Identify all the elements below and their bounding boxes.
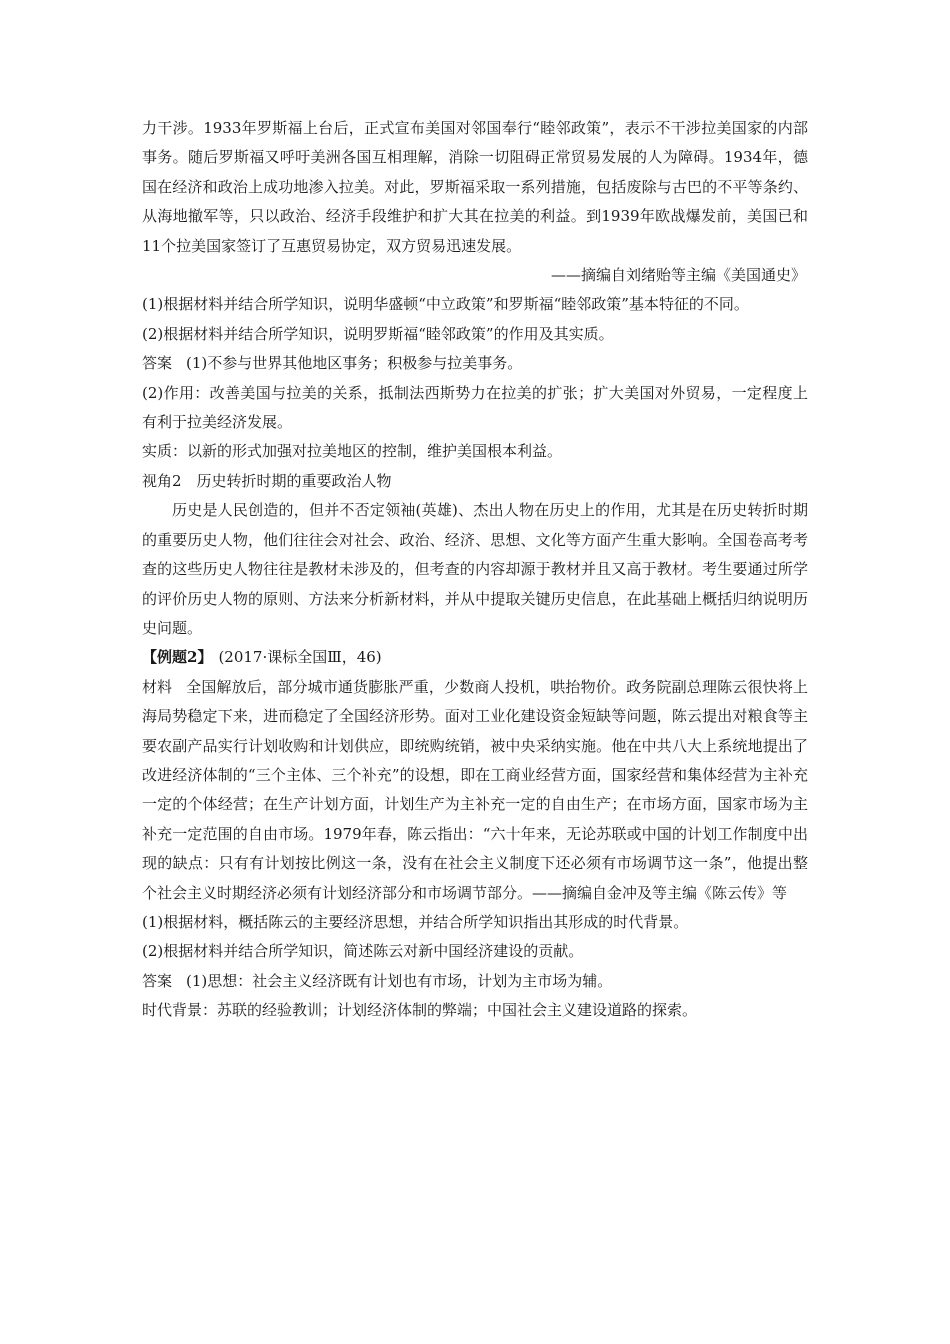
document-page bbox=[142, 114, 808, 1026]
example-material-text: 全国解放后，部分城市通货膨胀严重，少数商人投机，哄抬物价。政务院副总理陈云很快将上海局势稳定下来，进而稳定了全国经济形势。面对工业化建设资金短缺等问题，陈云提出对粮食等主要农副产品实行计划收购和计划供应，即统购统销，被中央采纳实施。他在中共八大上系统地提出了改进经济体制的“三个主体、三个补充”的设想，即在工商业经营方面，国家经营和集体经营为主补充一定的个体经营；在生产计划方面，计划生产为主补充一定的自由生产；在市场方面，国家市场为主补充一定范围的自由市场。1979年春，陈云指出：“六十年来，无论苏联或中国的计划工作制度中出现的缺点：只有有计划按比例这一条，没有在社会主义制度下还必须有市场调节这一条”，他提出整个社会主义时期经济必须有计划经济部分和市场调节部分。——摘编自金冲及等主编《陈云传》等 bbox=[142, 677, 808, 902]
example-question-2: (2)根据材料并结合所学知识，简述陈云对新中国经济建设的贡献。 bbox=[142, 942, 584, 961]
question-1: (1)根据材料并结合所学知识，说明华盛顿“中立政策”和罗斯福“睦邻政策”基本特征的不同。 bbox=[142, 295, 749, 314]
answer-1 bbox=[142, 349, 808, 378]
answer-1-text: (1)不参与世界其他地区事务；积极参与拉美事务。 bbox=[186, 354, 523, 373]
example-question-1: (1)根据材料，概括陈云的主要经济思想，并结合所学知识指出其形成的时代背景。 bbox=[142, 912, 689, 931]
answer-2: (2)作用：改善美国与拉美的关系，抵制法西斯势力在拉美的扩张；扩大美国对外贸易，一定程度上有利于拉美经济发展。 bbox=[142, 383, 808, 432]
example-heading bbox=[142, 643, 808, 672]
section-heading: 视角2 历史转折时期的重要政治人物 bbox=[142, 471, 392, 490]
question-2: (2)根据材料并结合所学知识，说明罗斯福“睦邻政策”的作用及其实质。 bbox=[142, 324, 614, 343]
example-ref: (2017·课标全国Ⅲ，46) bbox=[218, 648, 382, 667]
answer-label: 答案 bbox=[142, 354, 173, 373]
example-answer-2: 时代背景：苏联的经验教训；计划经济体制的弊端；中国社会主义建设道路的探索。 bbox=[142, 1001, 698, 1020]
example-answer-1 bbox=[142, 967, 808, 996]
material-source: ——摘编自刘绪贻等主编《美国通史》 bbox=[550, 266, 806, 285]
example-answer-1-text: (1)思想：社会主义经济既有计划也有市场，计划为主市场为辅。 bbox=[186, 971, 613, 990]
example-material bbox=[142, 673, 808, 908]
material-label: 材料 bbox=[142, 677, 173, 696]
example-title: 【例题2】 bbox=[142, 648, 213, 667]
material-paragraph: 力干涉。1933年罗斯福上台后，正式宣布美国对邻国奉行“睦邻政策”，表示不干涉拉美国家的内部事务。随后罗斯福又呼吁美洲各国互相理解，消除一切阻碍正常贸易发展的人为障碍。1934年，德国在经济和政治上成功地渗入拉美。对此，罗斯福采取一系列措施，包括废除与古巴的不平等条约、从海地撤军等，只以政治、经济手段维护和扩大其在拉美的利益。到1939年欧战爆发前，美国已和11个拉美国家签订了互惠贸易协定，双方贸易迅速发展。 bbox=[142, 119, 808, 255]
example-answer-label: 答案 bbox=[142, 971, 173, 990]
section-body: 历史是人民创造的，但并不否定领袖(英雄)、杰出人物在历史上的作用，尤其是在历史转折时期的重要历史人物，他们往往会对社会、政治、经济、思想、文化等方面产生重大影响。全国卷高考考查的这些历史人物往往是教材未涉及的，但考查的内容却源于教材并且又高于教材。考生要通过所学的评价历史人物的原则、方法来分析新材料，并从中提取关键历史信息，在此基础上概括归纳说明历史问题。 bbox=[142, 501, 808, 637]
answer-3: 实质：以新的形式加强对拉美地区的控制，维护美国根本利益。 bbox=[142, 442, 563, 461]
